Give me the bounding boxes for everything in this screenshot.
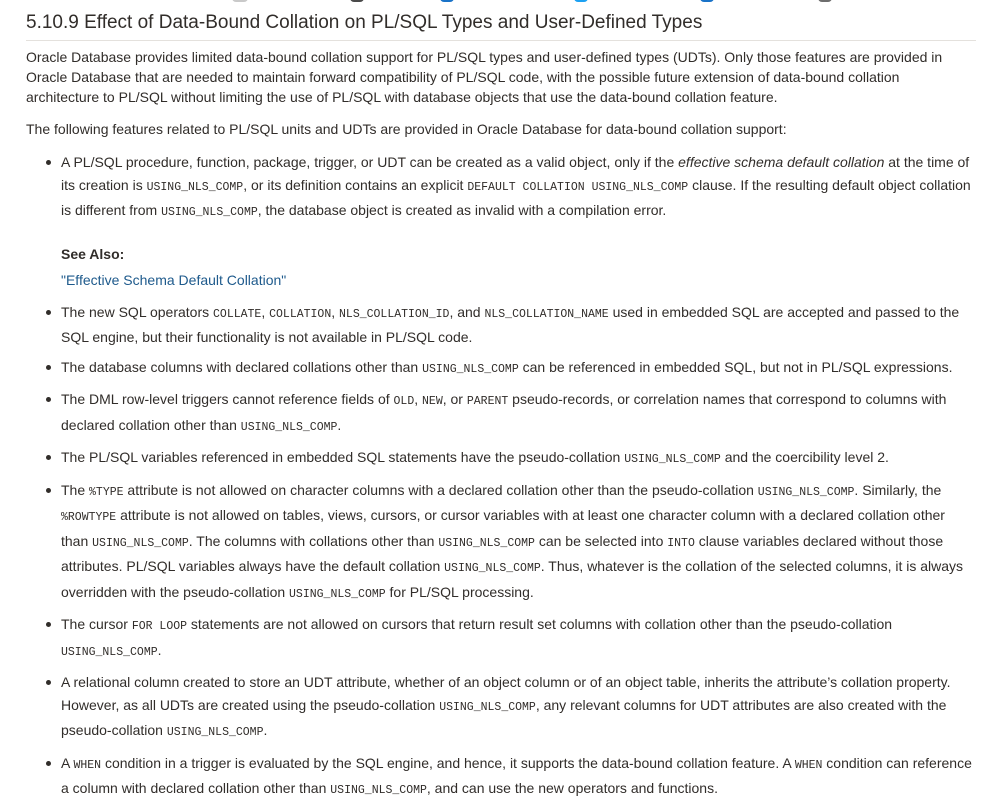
text-run: , or <box>442 391 467 407</box>
list-item <box>61 388 976 439</box>
inline-code: FOR LOOP <box>131 620 188 633</box>
partial-icon <box>350 0 364 2</box>
text-run: and the coercibility level 2. <box>720 449 889 465</box>
text-run: The DML row-level triggers cannot reference fields of <box>61 391 394 407</box>
list-item <box>61 752 976 803</box>
inline-code: USING_NLS_COMP <box>161 206 258 219</box>
inline-code: USING_NLS_COMP <box>330 784 427 797</box>
inline-code: USING_NLS_COMP <box>61 645 158 659</box>
inline-code: USING_NLS_COMP <box>146 180 244 194</box>
text-run: effective schema default collation <box>678 154 885 170</box>
text-run: clause variables declared without those attributes. PL/SQL variables always have the default collation <box>61 532 944 574</box>
inline-code: USING_NLS_COMP <box>166 726 264 739</box>
list-item <box>61 151 976 225</box>
text-run: can be referenced in embedded SQL, but not in PL/SQL expressions. <box>518 358 953 375</box>
text-run: can be selected into <box>534 532 668 549</box>
partial-icon <box>574 0 588 2</box>
inline-code: %TYPE <box>89 485 124 499</box>
inline-code: COLLATE <box>213 307 262 321</box>
text-run: A relational column created to store an UDT attribute, whether of an object column or of an object table, inherits the attribute’s collation property. However, as all UDTs are created using the pseudo-collation <box>61 674 951 713</box>
inline-code: USING_NLS_COMP <box>422 362 519 376</box>
text-run: pseudo-records, or correlation names that correspond to columns with declared collation other than <box>61 391 947 433</box>
inline-code: USING_NLS_COMP <box>92 536 189 550</box>
effective-schema-default-collation-link[interactable]: "Effective Schema Default Collation" <box>61 271 287 288</box>
text-run: , <box>414 391 423 407</box>
text-run: . <box>157 641 162 658</box>
inline-code: NLS_COLLATION_ID <box>339 307 450 321</box>
text-run: used in embedded SQL are accepted and passed to the SQL engine, but their functionality is not available in PL/SQL code. <box>61 303 960 345</box>
text-run: attribute is not allowed on tables, views, cursors, or cursor variables with at least one character column with a declared collation other than <box>61 507 945 549</box>
inline-code: NEW <box>422 395 443 408</box>
partial-icon <box>440 0 454 2</box>
inline-code: %ROWTYPE <box>61 511 117 524</box>
list-item <box>61 479 976 607</box>
list-item <box>61 356 976 382</box>
text-run: The <box>61 481 90 498</box>
text-run: , <box>261 303 270 320</box>
inline-code: OLD <box>393 395 415 408</box>
partial-icon <box>700 0 714 2</box>
inline-code: USING_NLS_COMP <box>240 420 338 434</box>
inline-code: USING_NLS_COMP <box>444 562 541 575</box>
list-item <box>61 671 976 745</box>
inline-code: USING_NLS_COMP <box>438 536 535 550</box>
inline-code: INTO <box>667 536 695 550</box>
text-run: A <box>61 754 74 771</box>
inline-code: USING_NLS_COMP <box>439 700 536 714</box>
page-title: 5.10.9 Effect of Data-Bound Collation on PL/SQL Types and User-Defined Types <box>26 8 976 41</box>
list-item <box>61 446 976 472</box>
feature-list-continued <box>26 301 976 803</box>
text-run: , the database object is created as invalid with a compilation error. <box>257 202 667 218</box>
text-run: , or its definition contains an explicit <box>243 176 468 193</box>
partial-icon <box>818 0 832 2</box>
inline-code: DEFAULT COLLATION USING_NLS_COMP <box>467 180 689 194</box>
inline-code: USING_NLS_COMP <box>624 453 721 466</box>
text-run: The cursor <box>61 616 132 632</box>
article <box>26 8 976 810</box>
text-run: . <box>337 416 342 433</box>
inline-code: WHEN <box>794 758 823 772</box>
text-run: clause. If the resulting default object collation is different from <box>61 176 971 218</box>
list-item <box>61 301 976 349</box>
text-run: at the time of its creation is <box>61 154 970 193</box>
text-run: The new SQL operators <box>61 303 214 320</box>
text-run: for PL/SQL processing. <box>385 583 534 600</box>
text-run: . <box>263 722 268 738</box>
features-intro-paragraph: The following features related to PL/SQL units and UDTs are provided in Oracle Database for data-bound collation support: <box>26 121 787 137</box>
inline-code: WHEN <box>73 758 102 772</box>
text-run: statements are not allowed on cursors that return result set columns with collation other than the pseudo-collation <box>187 616 893 632</box>
text-run: attribute is not allowed on character columns with a declared collation other than the pseudo-collation <box>123 481 758 498</box>
text-run: condition can reference a column with declared collation other than <box>61 754 972 796</box>
text-run: . The columns with collations other than <box>188 532 439 549</box>
inline-code: COLLATION <box>269 307 332 321</box>
text-run: The database columns with declared collations other than <box>61 358 423 375</box>
text-run: , <box>331 303 340 320</box>
partial-icon <box>232 0 248 2</box>
intro-paragraph: Oracle Database provides limited data-bound collation support for PL/SQL types and user-defined types (UDTs). Only those features are provided in Oracle Database that are needed to maintain forward compatibility of PL/SQL code, with the possible future extension of data-bound collation architecture to PL/SQL without limiting the use of PL/SQL with database objects that use the data-bound collation feature. <box>26 49 943 105</box>
see-also-heading: See Also: <box>61 245 125 262</box>
see-also-box <box>61 243 976 291</box>
inline-code: USING_NLS_COMP <box>289 587 386 601</box>
inline-code: PARENT <box>466 395 509 408</box>
text-run: . Thus, whatever is the collation of the selected columns, it is always overridden with the pseudo-collation <box>61 558 964 600</box>
text-run: , any relevant columns for UDT attributes are also created with the pseudo-collation <box>61 696 947 738</box>
feature-list <box>26 151 976 225</box>
top-edge-strip <box>0 0 1003 6</box>
text-run: , and <box>449 303 485 320</box>
inline-code: NLS_COLLATION_NAME <box>484 307 609 321</box>
text-run: . Similarly, the <box>854 481 942 498</box>
text-run: condition in a trigger is evaluated by the SQL engine, and hence, it supports the data-bound collation feature. A <box>101 754 795 771</box>
text-run: The PL/SQL variables referenced in embedded SQL statements have the pseudo-collation <box>61 449 625 465</box>
inline-code: USING_NLS_COMP <box>757 485 855 499</box>
text-run: , and can use the new operators and functions. <box>426 780 718 796</box>
text-run: A PL/SQL procedure, function, package, trigger, or UDT can be created as a valid object, only if the <box>61 154 679 170</box>
list-item <box>61 613 976 664</box>
